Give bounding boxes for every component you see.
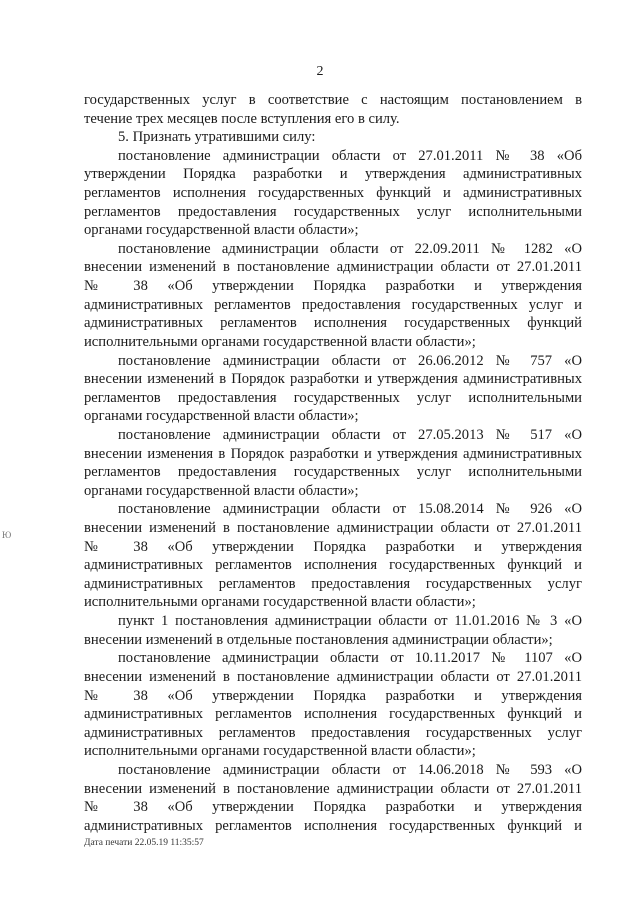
document-body <box>84 91 582 835</box>
text-line: внесении изменений в отдельные постановления администрации области»; <box>84 631 553 648</box>
text-line: органами государственной власти области»; <box>84 408 359 425</box>
text-line: исполнительными органами государственной власти области»; <box>84 333 476 350</box>
text-line: исполнительными органами государственной власти области»; <box>84 594 476 611</box>
text-line: внесении изменений в постановление администрации области от 27.01.2011 <box>84 259 582 276</box>
text-line: государственных услуг в соответствие с настоящим постановлением в <box>84 92 582 108</box>
text-line: пункт 1 постановления администрации области от 11.01.2016 № 3 «О <box>118 613 582 630</box>
text-line: постановление администрации области от 22.09.2011 № 1282 «О <box>118 240 582 257</box>
text-line: исполнительными органами государственной власти области»; <box>84 743 476 760</box>
text-line: административных регламентов исполнения государственных функций и <box>84 706 582 723</box>
text-line: № 38 «Об утверждении Порядка разработки и утверждения <box>84 687 582 704</box>
text-line: постановление администрации области от 15.08.2014 № 926 «О <box>118 501 582 518</box>
text-line: административных регламентов исполнения государственных функций и <box>84 817 582 834</box>
text-line: внесении изменений в постановление администрации области от 27.01.2011 <box>84 780 582 797</box>
text-line: регламентов исполнения государственных функций и административных <box>84 185 582 202</box>
text-line: утверждении Порядка разработки и утверждения административных <box>84 166 582 183</box>
text-line: постановление администрации области от 27.01.2011 № 38 «Об <box>118 147 582 164</box>
text-line: органами государственной власти области»; <box>84 482 359 499</box>
text-line: регламентов предоставления государственных услуг исполнительными <box>84 464 582 481</box>
page-number: 2 <box>316 64 324 79</box>
text-line: органами государственной власти области»; <box>84 222 359 239</box>
text-line: внесении изменения в Порядок разработки и утверждения административных <box>84 445 582 462</box>
text-line: течение трех месяцев после вступления его в силу. <box>84 110 400 127</box>
text-line: внесении изменений в постановление администрации области от 27.01.2011 <box>84 520 582 537</box>
print-date: Дата печати 22.05.19 11:35:57 <box>84 838 204 848</box>
text-line: административных регламентов предоставления государственных услуг <box>84 575 582 592</box>
text-line: постановление администрации области от 10.11.2017 № 1107 «О <box>118 650 582 667</box>
text-line: административных регламентов предоставления государственных услуг и <box>84 296 582 313</box>
text-line: № 38 «Об утверждении Порядка разработки и утверждения <box>84 799 582 816</box>
text-line: постановление администрации области от 27.05.2013 № 517 «О <box>118 426 582 443</box>
text-line: 5. Признать утратившими силу: <box>118 129 316 146</box>
text-line: регламентов предоставления государственных услуг исполнительными <box>84 203 582 220</box>
text-line: постановление администрации области от 14.06.2018 № 593 «О <box>118 761 582 778</box>
text-line: внесении изменений в Порядок разработки и утверждения административных <box>84 371 582 388</box>
text-line: постановление администрации области от 26.06.2012 № 757 «О <box>118 352 582 369</box>
text-line: административных регламентов предоставления государственных услуг <box>84 724 582 741</box>
text-line: № 38 «Об утверждении Порядка разработки и утверждения <box>84 278 582 295</box>
text-line: регламентов предоставления государственных услуг исполнительными <box>84 389 582 406</box>
margin-mark: Ю <box>2 530 12 540</box>
text-line: административных регламентов исполнения государственных функций и <box>84 557 582 574</box>
text-line: внесении изменений в постановление администрации области от 27.01.2011 <box>84 668 582 685</box>
text-line: № 38 «Об утверждении Порядка разработки и утверждения <box>84 538 582 555</box>
text-line: административных регламентов исполнения государственных функций <box>84 315 582 332</box>
